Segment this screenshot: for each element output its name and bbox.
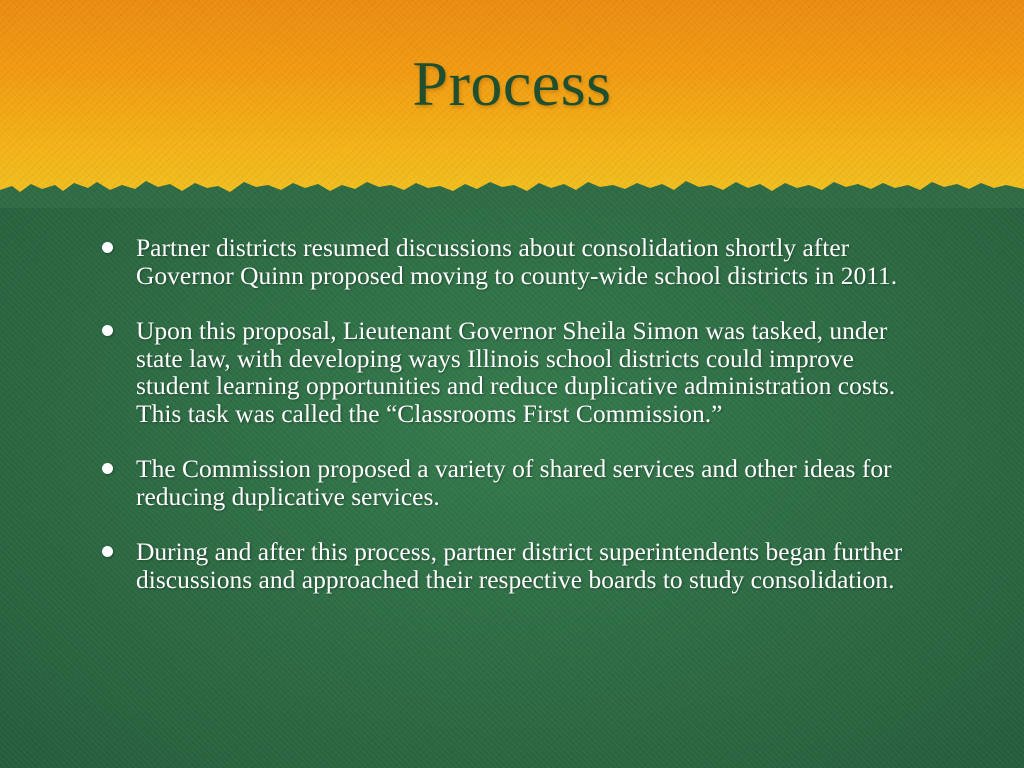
bullet-dot-icon: [102, 325, 113, 336]
bullet-text: Partner districts resumed discussions about consolidation shortly after Governor Quinn proposed moving to county-wide school districts in 2011.: [136, 233, 898, 290]
bullet-text: During and after this process, partner district superintendents began further discussions and approached their respective boards to study consolidation.: [136, 537, 903, 594]
bullet-item: [100, 455, 930, 510]
bullet-dot-icon: [102, 242, 113, 253]
bullet-item: [100, 317, 930, 427]
bullet-dot-icon: [102, 463, 113, 474]
bullet-list: [100, 234, 930, 621]
slide-title: Process: [412, 48, 612, 119]
bullet-item: [100, 234, 930, 289]
torn-edge-divider: [0, 168, 1024, 208]
bullet-text: Upon this proposal, Lieutenant Governor Sheila Simon was tasked, under state law, with developing ways Illinois school districts could improve student learning opportunities and reduce duplicative administration costs. This task was called the “Classrooms First Commission.”: [136, 316, 896, 428]
bullet-item: [100, 538, 930, 593]
bullet-dot-icon: [102, 546, 113, 557]
bullet-text: The Commission proposed a variety of shared services and other ideas for reducing duplicative services.: [136, 454, 892, 511]
